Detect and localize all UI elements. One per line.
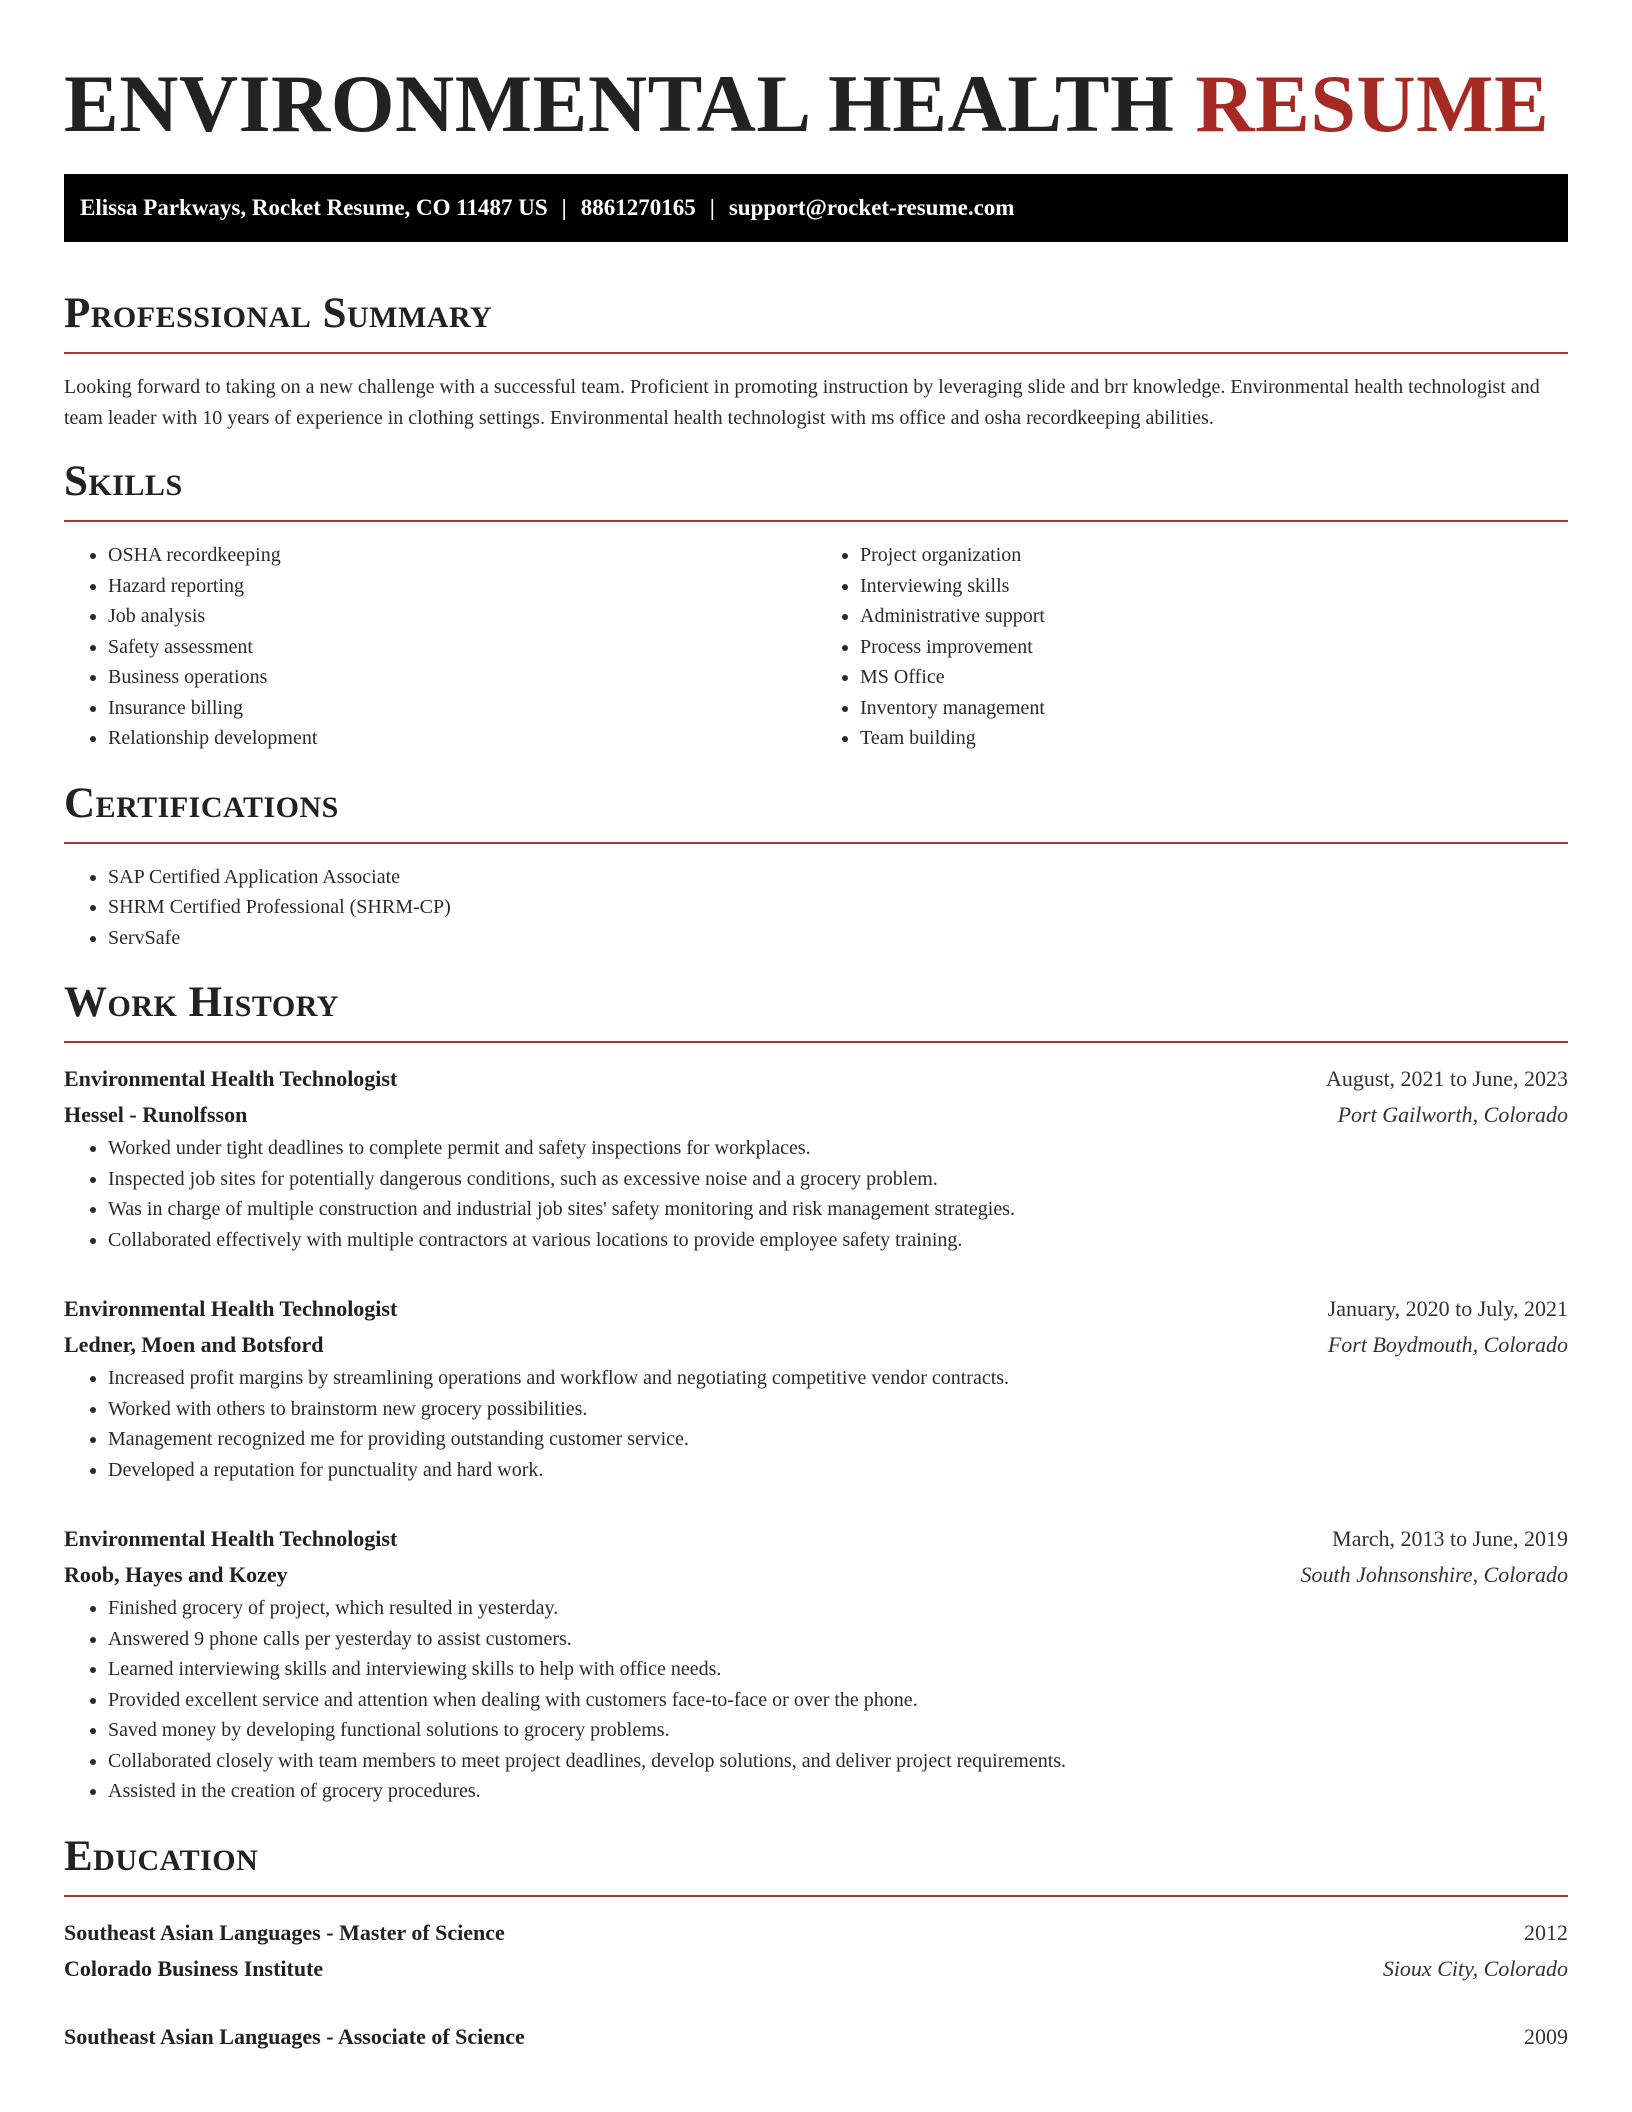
section-divider <box>64 842 1568 844</box>
job-title: Environmental Health Technologist <box>64 1066 398 1091</box>
job-duty: • Provided excellent service and attention when dealing with customers face-to-face or over the phone. <box>108 1685 1568 1716</box>
education-location: Sioux City, Colorado <box>1382 1955 1568 1981</box>
skill-item: • Inventory management <box>860 693 1568 724</box>
job-duties-list <box>64 1593 1568 1807</box>
title-main: ENVIRONMENTAL HEALTH <box>64 58 1175 149</box>
skills-list-right <box>816 540 1568 754</box>
education-degree-row <box>64 2019 1568 2055</box>
skill-item: • Administrative support <box>860 601 1568 632</box>
job-company-row <box>64 1557 1568 1593</box>
job-dates: January, 2020 to July, 2021 <box>1327 1296 1568 1321</box>
job-location: Port Gailworth, Colorado <box>1337 1102 1568 1127</box>
skill-item: • OSHA recordkeeping <box>108 540 816 571</box>
education-school: Colorado Business Institute <box>64 1955 324 1981</box>
education-entry <box>64 1915 1568 1987</box>
job-company: Ledner, Moen and Botsford <box>64 1332 324 1357</box>
job-company-row <box>64 1327 1568 1363</box>
education-degree: Southeast Asian Languages - Master of Science <box>64 1919 505 1945</box>
section-divider <box>64 1895 1568 1897</box>
skill-item: • Safety assessment <box>108 632 816 663</box>
education-section <box>64 1833 1568 2055</box>
skill-item: • Insurance billing <box>108 693 816 724</box>
skills-section <box>64 458 1568 754</box>
section-divider <box>64 352 1568 354</box>
contact-address: Elissa Parkways, Rocket Resume, CO 11487 US <box>80 195 548 220</box>
job-duty: • Collaborated effectively with multiple contractors at various locations to provide employee safety training. <box>108 1225 1568 1256</box>
certification-item: • SHRM Certified Professional (SHRM-CP) <box>108 892 1568 923</box>
job-company-row <box>64 1097 1568 1133</box>
certification-item: • ServSafe <box>108 923 1568 954</box>
education-school-row <box>64 1951 1568 1987</box>
job-title: Environmental Health Technologist <box>64 1526 398 1551</box>
section-heading-work-history: Work History <box>64 979 339 1026</box>
section-divider <box>64 1041 1568 1043</box>
education-entry <box>64 2019 1568 2055</box>
job-title: Environmental Health Technologist <box>64 1296 398 1321</box>
job-duty: • Inspected job sites for potentially dangerous conditions, such as excessive noise and a grocery problem. <box>108 1164 1568 1195</box>
job-duty: • Developed a reputation for punctuality and hard work. <box>108 1455 1568 1486</box>
title-accent: RESUME <box>1195 58 1550 149</box>
skills-column-left <box>64 540 816 754</box>
summary-text: Looking forward to taking on a new challenge with a successful team. Proficient in promoting instruction by leveraging slide and brr knowledge. Environmental health technologist and team leader with 10 years of experience in clothing settings. Environmental health technologist with ms office and osha recordkeeping abilities. <box>64 376 1540 429</box>
summary-section <box>64 290 1568 434</box>
job-entry <box>64 1061 1568 1255</box>
education-degree: Southeast Asian Languages - Associate of Science <box>64 2023 525 2049</box>
skills-column-right <box>816 540 1568 754</box>
resume-title <box>64 54 1568 154</box>
skill-item: • Process improvement <box>860 632 1568 663</box>
job-location: Fort Boydmouth, Colorado <box>1327 1332 1568 1357</box>
job-duty: • Answered 9 phone calls per yesterday to assist customers. <box>108 1624 1568 1655</box>
work-history-section <box>64 979 1568 1807</box>
section-heading-certifications: Certifications <box>64 779 339 827</box>
certification-item: • SAP Certified Application Associate <box>108 862 1568 893</box>
job-duty: • Increased profit margins by streamlining operations and workflow and negotiating competitive vendor contracts. <box>108 1363 1568 1394</box>
section-heading-summary: Professional Summary <box>64 290 493 337</box>
section-heading-skills: Skills <box>64 458 183 505</box>
job-company: Hessel - Runolfsson <box>64 1102 248 1127</box>
skills-grid <box>64 540 1568 754</box>
section-heading-education: Education <box>64 1832 259 1880</box>
skill-item: • Relationship development <box>108 723 816 754</box>
job-title-row <box>64 1291 1568 1327</box>
skills-list-left <box>64 540 816 754</box>
education-year: 2009 <box>1524 2023 1568 2049</box>
contact-bar <box>64 174 1568 242</box>
job-duty: • Finished grocery of project, which resulted in yesterday. <box>108 1593 1568 1624</box>
job-duty: • Saved money by developing functional solutions to grocery problems. <box>108 1715 1568 1746</box>
job-dates: March, 2013 to June, 2019 <box>1332 1526 1568 1551</box>
job-dates: August, 2021 to June, 2023 <box>1326 1066 1568 1091</box>
job-company: Roob, Hayes and Kozey <box>64 1562 288 1587</box>
skill-item: • MS Office <box>860 662 1568 693</box>
job-duty: • Was in charge of multiple construction and industrial job sites' safety monitoring and risk management strategies. <box>108 1194 1568 1225</box>
job-duty: • Worked under tight deadlines to complete permit and safety inspections for workplaces. <box>108 1133 1568 1164</box>
contact-separator: | <box>561 195 567 220</box>
certifications-section <box>64 780 1568 954</box>
skill-item: • Interviewing skills <box>860 571 1568 602</box>
certifications-list <box>64 862 1568 954</box>
job-duty: • Learned interviewing skills and interviewing skills to help with office needs. <box>108 1654 1568 1685</box>
job-title-row <box>64 1521 1568 1557</box>
job-entry <box>64 1291 1568 1485</box>
skill-item: • Project organization <box>860 540 1568 571</box>
education-degree-row <box>64 1915 1568 1951</box>
job-duties-list <box>64 1363 1568 1485</box>
job-location: South Johnsonshire, Colorado <box>1300 1562 1568 1587</box>
skill-item: • Business operations <box>108 662 816 693</box>
job-entry <box>64 1521 1568 1807</box>
skill-item: • Job analysis <box>108 601 816 632</box>
job-duties-list <box>64 1133 1568 1255</box>
education-year: 2012 <box>1524 1919 1568 1945</box>
contact-separator: | <box>709 195 715 220</box>
contact-phone: 8861270165 <box>580 195 696 220</box>
job-duty: • Management recognized me for providing outstanding customer service. <box>108 1424 1568 1455</box>
job-duty: • Collaborated closely with team members to meet project deadlines, develop solutions, and deliver project requirements. <box>108 1746 1568 1777</box>
job-duty: • Assisted in the creation of grocery procedures. <box>108 1776 1568 1807</box>
section-divider <box>64 520 1568 522</box>
skill-item: • Hazard reporting <box>108 571 816 602</box>
contact-email: support@rocket-resume.com <box>728 195 1015 220</box>
skill-item: • Team building <box>860 723 1568 754</box>
job-title-row <box>64 1061 1568 1097</box>
job-duty: • Worked with others to brainstorm new grocery possibilities. <box>108 1394 1568 1425</box>
